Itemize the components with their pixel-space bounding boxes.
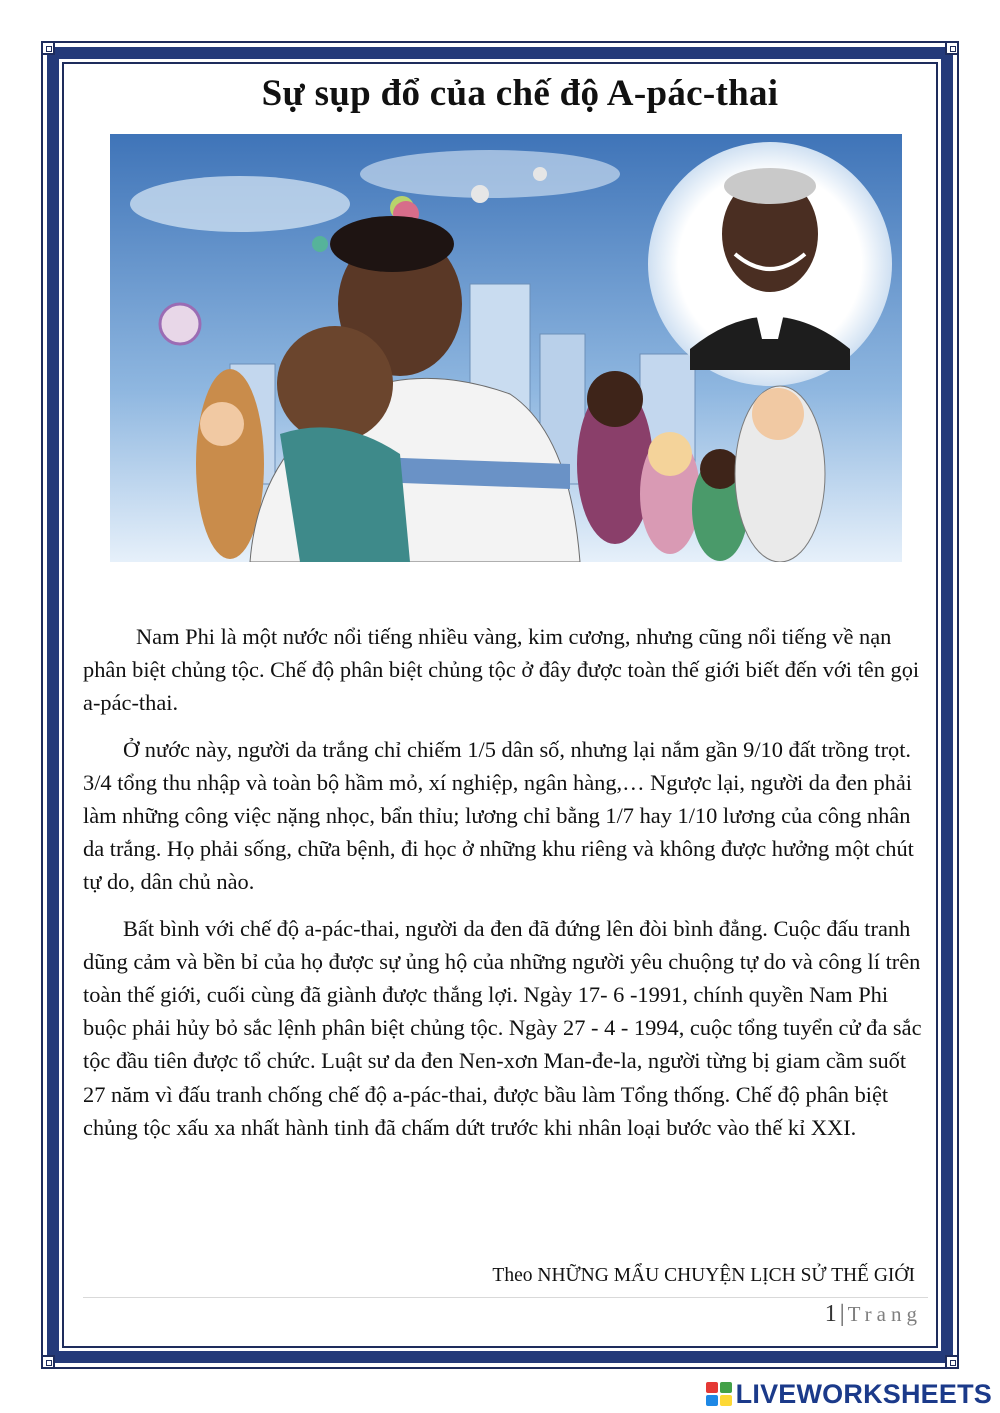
illustration: [110, 134, 902, 562]
footer-divider: [83, 1297, 928, 1298]
border-corner-ornament: [41, 1355, 55, 1369]
paragraph-3: Bất bình với chế độ a-pác-thai, người da đen đã đứng lên đòi bình đẳng. Cuộc đấu tranh dũng cảm và bền bỉ của họ được sự ủng hộ của những người yêu chuộng tự do và công lí trên toàn thế giới, cuối cùng đã giành được thắng lợi. Ngày 17- 6 -1991, chính quyền Nam Phi buộc phải hủy bỏ sắc lệnh phân biệt chủng tộc. Ngày 27 - 4 - 1994, cuộc tổng tuyển cử đa sắc tộc đầu tiên được tổ chức. Luật sư da đen Nen-xơn Man-đe-la, người từng bị giam cầm suốt 27 năm vì đấu tranh chống chế độ a-pác-thai, được bầu làm Tổng thống. Chế độ phân biệt chủng tộc xấu xa nhất hành tinh đã chấm dứt trước khi nhân loại bước vào thế kỉ XXI.: [83, 915, 922, 1140]
border-corner-ornament: [945, 41, 959, 55]
baby-head: [277, 326, 393, 442]
cloud: [130, 176, 350, 232]
illustration-svg: [110, 134, 902, 562]
portrait-hair: [724, 168, 816, 204]
woman-head: [587, 371, 643, 427]
page-footer: [825, 1301, 922, 1328]
paragraph-2: Ở nước này, người da trắng chỉ chiếm 1/5 dân số, nhưng lại nắm gần 9/10 đất trồng trọt. 3/4 tổng thu nhập và toàn bộ hầm mỏ, xí nghiệp, ngân hàng,… Ngược lại, người da đen phải làm những công việc nặng nhọc, bẩn thỉu; lương chỉ bằng 1/7 hay 1/10 lương của công nhân da trắng. Họ phải sống, chữa bệnh, đi học ở những khu riêng và không được hưởng một chút tự do, dân chủ nào.: [83, 736, 914, 895]
boy-head: [700, 449, 740, 489]
page-title: Sự sụp đổ của chế độ A-pác-thai: [261, 73, 779, 114]
woman-figure: [196, 369, 264, 559]
woman-head: [200, 402, 244, 446]
balloon: [471, 185, 489, 203]
page-number: 1: [824, 1301, 837, 1327]
page-separator: |: [839, 1301, 845, 1327]
article-body: [83, 620, 928, 1157]
hand-fan: [160, 304, 200, 344]
watermark: [706, 1378, 992, 1410]
balloon: [312, 236, 328, 252]
watermark-text: LIVEWORKSHEETS: [735, 1378, 992, 1409]
page-label: Trang: [847, 1302, 922, 1326]
cloud: [360, 150, 620, 198]
border-corner-ornament: [41, 41, 55, 55]
border-corner-ornament: [945, 1355, 959, 1369]
girl-head: [648, 432, 692, 476]
paragraph-1: Nam Phi là một nước nổi tiếng nhiều vàng, kim cương, nhưng cũng nổi tiếng về nạn phân biệt chủng tộc. Chế độ phân biệt chủng tộc ở đây được toàn thế giới biết đến với tên gọi a-pác-thai.: [83, 624, 920, 716]
man-head: [752, 388, 804, 440]
man-hair: [330, 216, 454, 272]
liveworksheets-logo-icon: [706, 1382, 732, 1406]
source-citation: Theo NHỮNG MẨU CHUYỆN LỊCH SỬ THẾ GIỚI: [492, 1265, 915, 1286]
balloon: [533, 167, 547, 181]
